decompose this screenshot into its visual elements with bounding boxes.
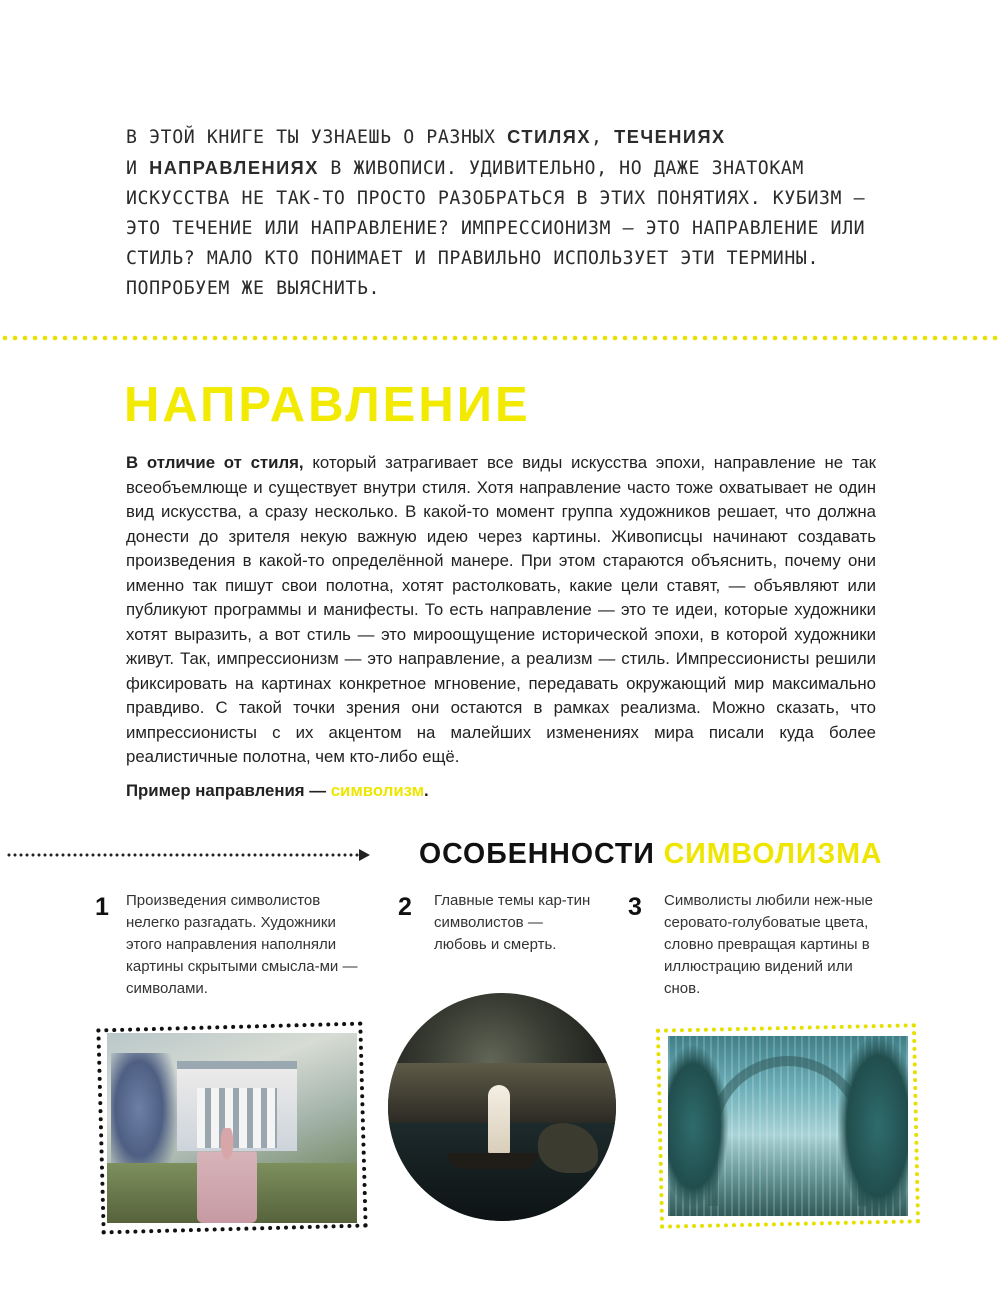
painting-boat-night (388, 993, 616, 1221)
feature-number-2: 2 (398, 893, 412, 921)
yellow-dotted-frame (656, 1023, 920, 1228)
keyword-directions: НАПРАВЛЕНИЯХ (149, 158, 319, 178)
section-lead-bold: В отличие от стиля, (126, 453, 304, 472)
feature-text-3: Символисты любили неж-ные серовато-голубоватые цвета, словно превращая картины в иллюстрацию видений или снов. (664, 892, 873, 997)
feature-text-1: Произведения символистов нелегко разгадать. Художники этого направления наполняли картины скрытыми смысла-ми — символами. (126, 892, 358, 997)
example-line (126, 781, 429, 801)
intro-paragraph (126, 122, 886, 304)
features-heading-black: ОСОБЕННОСТИ (419, 838, 664, 870)
section-title: НАПРАВЛЕНИЕ (124, 378, 531, 432)
feature-number-3: 3 (628, 893, 642, 921)
keyword-currents: ТЕЧЕНИЯХ (614, 127, 726, 147)
dotted-arrow-line (6, 853, 362, 857)
features-heading-yellow: СИМВОЛИЗМА (663, 838, 883, 870)
arrow-right-icon (359, 849, 370, 861)
intro-sep-1: , (590, 127, 615, 148)
example-term: символизм (330, 781, 425, 800)
features-heading (419, 838, 883, 871)
black-dotted-frame (96, 1022, 367, 1235)
example-suffix: . (424, 781, 429, 800)
feature-text-2: Главные темы кар-тин символистов — любовь и смерть. (434, 892, 591, 953)
section-body-text: который затрагивает все виды искусства эпохи, направление не так всеобъемлюще и существует внутри стиля. Хотя направление часто тоже охватывает не один вид искусства, а сразу несколько. В какой-то момент группа художников решает, что должна донести до зрителя некую важную идею через картины. Живописцы начинают создавать произведения в какой-то определённой манере. При этом стараются объяснить, почему они именно так пишут свои полотна, хотят растолковать, какие цели ставят, — объявляют или публикуют программы и манифесты. То есть направление — это те идеи, которые художники хотят выразить, а вот стиль — это мироощущение исторической эпохи, в которой художники живут. Так, импрессионизм — это направление, а реализм — стиль. Импрессионисты решили фиксировать на картинах конкретное мгновение, передавать окружающий мир максимально правдиво. С такой точки зрения они остаются в рамках реализма. Можно сказать, что импрессионисты с их акцентом на малейших изменениях мира писали куда более реалистичные полотна, чем кто-либо ещё. (126, 453, 877, 766)
keyword-styles: СТИЛЯХ (507, 127, 591, 147)
yellow-dotted-divider (0, 335, 1000, 341)
intro-sep-2: И (126, 158, 150, 179)
section-body (126, 451, 876, 770)
intro-text-1: В ЭТОЙ КНИГЕ ТЫ УЗНАЕШЬ О РАЗНЫХ (126, 127, 508, 148)
example-prefix: Пример направления — (126, 781, 331, 800)
intro-text-2: В ЖИВОПИСИ. УДИВИТЕЛЬНО, НО ДАЖЕ ЗНАТОКАМ ИСКУССТВА НЕ ТАК-ТО ПРОСТО РАЗОБРАТЬСЯ В ЭТИХ ПОНЯТИЯХ. КУБИЗМ — ЭТО ТЕЧЕНИЕ ИЛИ НАПРАВЛЕНИЕ? ИМПРЕССИОНИЗМ — ЭТО НАПРАВЛЕНИЕ ИЛИ СТИЛЬ? МАЛО КТО ПОНИМАЕТ И ПРАВИЛЬНО ИСПОЛЬЗУЕТ ЭТИ ТЕРМИНЫ. ПОПРОБУЕМ ЖЕ ВЫЯСНИТЬ. (126, 158, 866, 299)
feature-number-1: 1 (95, 893, 109, 921)
